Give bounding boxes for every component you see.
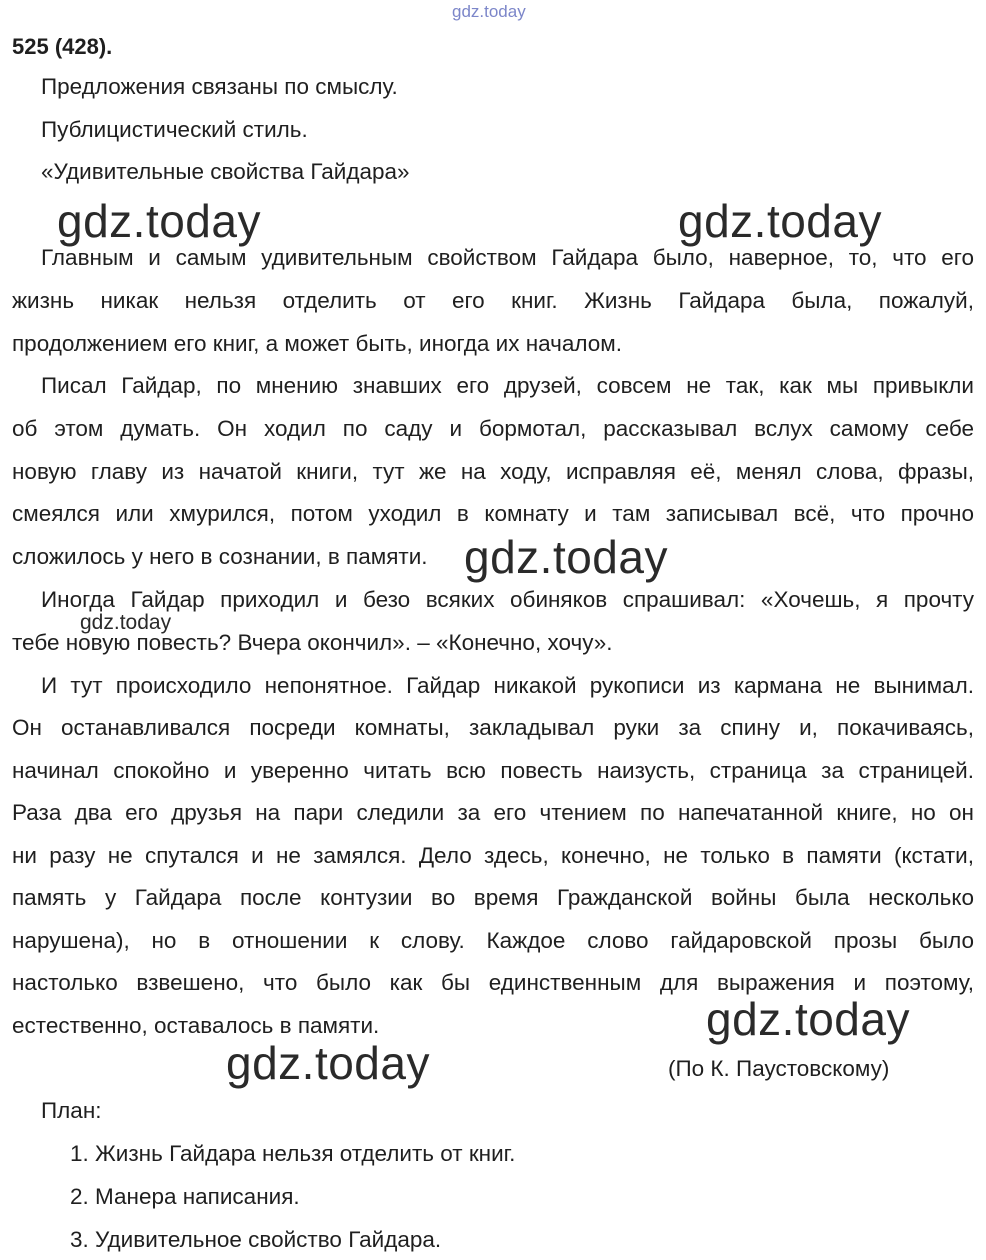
text-line-15: ни разу не спутался и не замялся. Дело здесь, конечно, не только в памяти (кстати,	[12, 843, 974, 868]
text-line-12: Он останавливался посреди комнаты, закладывал руки за спину и, покачиваясь,	[12, 715, 974, 740]
text-line-10: тебе новую повесть? Вчера окончил». – «Конечно, хочу».	[12, 630, 613, 655]
plan-title: План:	[41, 1098, 102, 1123]
text-line-9: Иногда Гайдар приходил и безо всяких обиняков спрашивал: «Хочешь, я прочту	[41, 587, 974, 612]
text-line-6: новую главу из начатой книги, тут же на ходу, исправляя её, менял слова, фразы,	[12, 459, 974, 484]
watermark-5: gdz.today	[226, 1037, 430, 1089]
watermark-4: gdz.today	[706, 993, 910, 1045]
watermark-3: gdz.today	[464, 531, 668, 583]
text-line-13: начинал спокойно и уверенно читать всю повесть наизусть, страница за страницей.	[12, 758, 974, 783]
plan-item-1: 1. Жизнь Гайдара нельзя отделить от книг.	[70, 1141, 516, 1166]
text-title: «Удивительные свойства Гайдара»	[41, 159, 410, 184]
watermark-small: gdz.today	[80, 611, 172, 634]
text-line-19: естественно, оставалось в памяти.	[12, 1013, 380, 1038]
plan-item-3: 3. Удивительное свойство Гайдара.	[70, 1227, 442, 1252]
text-line-3: продолжением его книг, а может быть, иногда их началом.	[12, 331, 622, 356]
text-line-5: об этом думать. Он ходил по саду и бормотал, рассказывал вслух самому себе	[12, 416, 974, 441]
intro-line-style: Публицистический стиль.	[41, 117, 308, 142]
watermark-1: gdz.today	[57, 195, 261, 247]
text-line-8: сложилось у него в сознании, в памяти.	[12, 544, 428, 569]
plan-item-2: 2. Манера написания.	[70, 1184, 300, 1209]
text-line-17: нарушена), но в отношении к слову. Каждое слово гайдаровской прозы было	[12, 928, 974, 953]
text-line-2: жизнь никак нельзя отделить от его книг. Жизнь Гайдара была, пожалуй,	[12, 288, 974, 313]
text-line-4: Писал Гайдар, по мнению знавших его друзей, совсем не так, как мы привыкли	[41, 373, 974, 398]
text-line-7: смеялся или хмурился, потом уходил в комнату и там записывал всё, что прочно	[12, 501, 974, 526]
text-line-1: Главным и самым удивительным свойством Гайдара было, наверное, то, что его	[41, 245, 974, 270]
text-line-16: память у Гайдара после контузии во время Гражданской войны была несколько	[12, 885, 974, 910]
text-line-14: Раза два его друзья на пари следили за его чтением по напечатанной книге, но он	[12, 800, 974, 825]
attribution: (По К. Паустовскому)	[668, 1056, 890, 1081]
task-number: 525 (428).	[12, 34, 113, 59]
text-line-18: настолько взвешено, что было как бы единственным для выражения и поэтому,	[12, 970, 974, 995]
intro-line-connection: Предложения связаны по смыслу.	[41, 74, 398, 99]
watermark-2: gdz.today	[678, 195, 882, 247]
text-line-11: И тут происходило непонятное. Гайдар никакой рукописи из кармана не вынимал.	[41, 673, 974, 698]
header-watermark: gdz.today	[452, 2, 526, 21]
